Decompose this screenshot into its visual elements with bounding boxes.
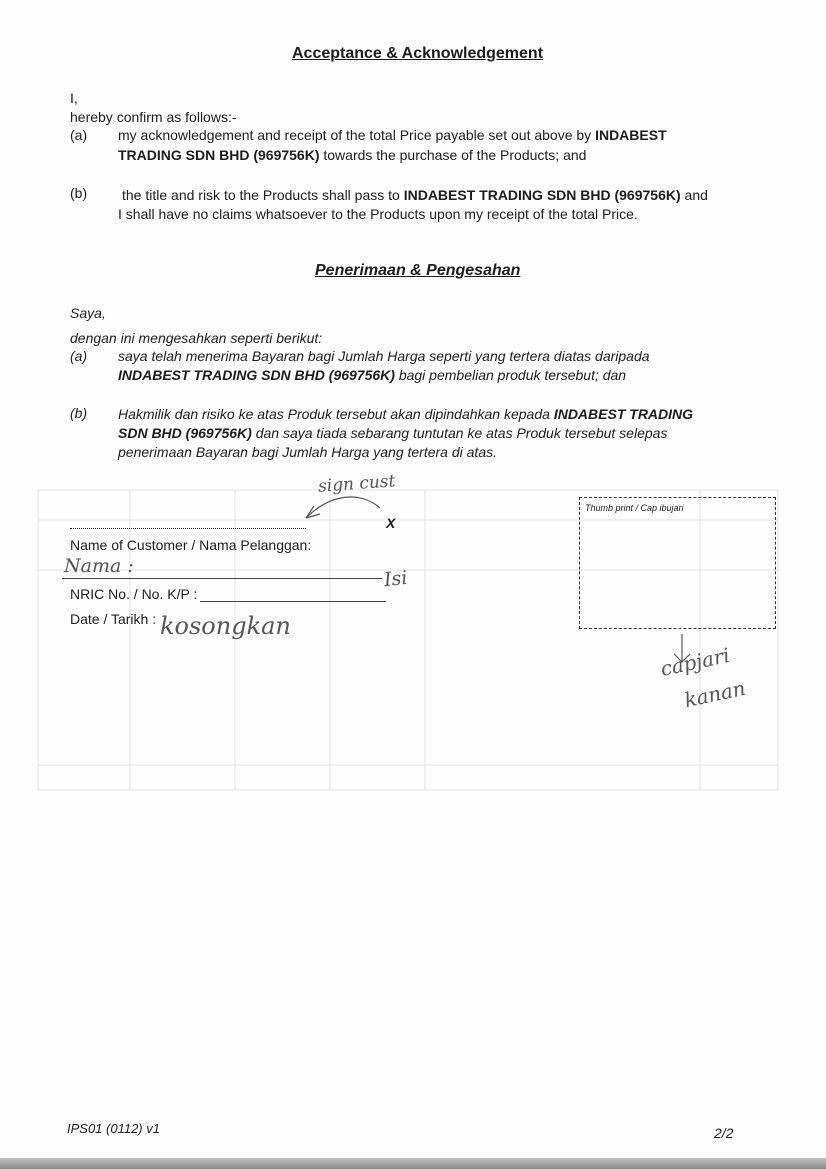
thumbprint-label: Thumb print / Cap ibujari <box>585 503 684 513</box>
english-b-line1-company: INDABEST TRADING SDN BHD (969756K) <box>403 187 681 203</box>
handwritten-nama: Nama : <box>64 555 134 577</box>
english-i: I, <box>70 90 78 106</box>
english-a-line1-company: INDABEST <box>595 127 667 143</box>
malay-confirm: dengan ini mengesahkan seperti berikut: <box>70 330 323 346</box>
english-a-marker: (a) <box>70 127 88 143</box>
malay-b-line2 <box>118 424 667 443</box>
malay-b-line1-company: INDABEST TRADING <box>553 406 694 422</box>
english-a-line2-company: TRADING SDN BHD (969756K) <box>118 147 320 163</box>
malay-a-line2-text: bagi pembelian produk tersebut; dan <box>398 367 627 383</box>
english-a-line2-text: towards the purchase of the Products; and <box>323 147 587 163</box>
malay-saya: Saya, <box>70 305 106 321</box>
signature-x-mark: X <box>386 515 396 531</box>
malay-a-line2-company: INDABEST TRADING SDN BHD (969756K) <box>118 367 395 383</box>
signature-line <box>70 528 306 529</box>
handwritten-capjari: capjari <box>658 642 732 682</box>
nric-underline <box>200 601 386 602</box>
penerimaan-title: Penerimaan & Pengesahan <box>315 262 521 279</box>
english-confirm: hereby confirm as follows:- <box>70 109 237 125</box>
malay-b-line1 <box>118 405 693 424</box>
malay-b-marker: (b) <box>70 405 88 421</box>
acceptance-title: Acceptance & Acknowledgement <box>292 45 544 62</box>
malay-b-line2-text: dan saya tiada sebarang tuntutan ke atas Produk tersebut selepas <box>255 425 668 441</box>
handwritten-sign-cust: sign cust <box>317 471 397 497</box>
name-of-customer-label: Name of Customer / Nama Pelanggan: <box>70 537 312 553</box>
malay-b-line2-company: SDN BHD (969756K) <box>118 425 252 441</box>
english-b-line1-and: and <box>684 187 708 203</box>
page-number: 2/2 <box>714 1125 734 1141</box>
handwritten-kanan: kanan <box>682 675 748 713</box>
english-a-line2 <box>118 146 586 165</box>
nric-label: NRIC No. / No. K/P : <box>70 586 198 602</box>
malay-a-line1: saya telah menerima Bayaran bagi Jumlah Harga seperti yang tertera diatas daripada <box>118 348 650 364</box>
english-b-marker: (b) <box>70 185 88 201</box>
signature-dots <box>70 516 212 527</box>
english-b-line1-text: the title and risk to the Products shall pass to <box>122 187 400 203</box>
thumbprint-box <box>579 497 776 629</box>
english-b-line1 <box>122 186 708 205</box>
english-b-line2: I shall have no claims whatsoever to the Products upon my receipt of the total Price. <box>118 206 638 222</box>
form-code: IPS01 (0112) v1 <box>67 1121 160 1136</box>
handwritten-isi: Isi <box>382 566 409 592</box>
malay-a-marker: (a) <box>70 348 88 364</box>
malay-b-line3: penerimaan Bayaran bagi Jumlah Harga yang tertera di atas. <box>118 444 497 460</box>
english-a-line1 <box>118 126 667 145</box>
english-a-line1-text: my acknowledgement and receipt of the total Price payable set out above by <box>118 127 592 143</box>
malay-b-line1-text: Hakmilik dan risiko ke atas Produk tersebut akan dipindahkan kepada <box>118 406 550 422</box>
date-label: Date / Tarikh : <box>70 611 157 627</box>
malay-a-line2 <box>118 366 626 385</box>
scan-bottom-edge <box>0 1158 826 1169</box>
name-underline <box>62 578 382 579</box>
handwritten-kosongkan: kosongkan <box>160 612 291 640</box>
